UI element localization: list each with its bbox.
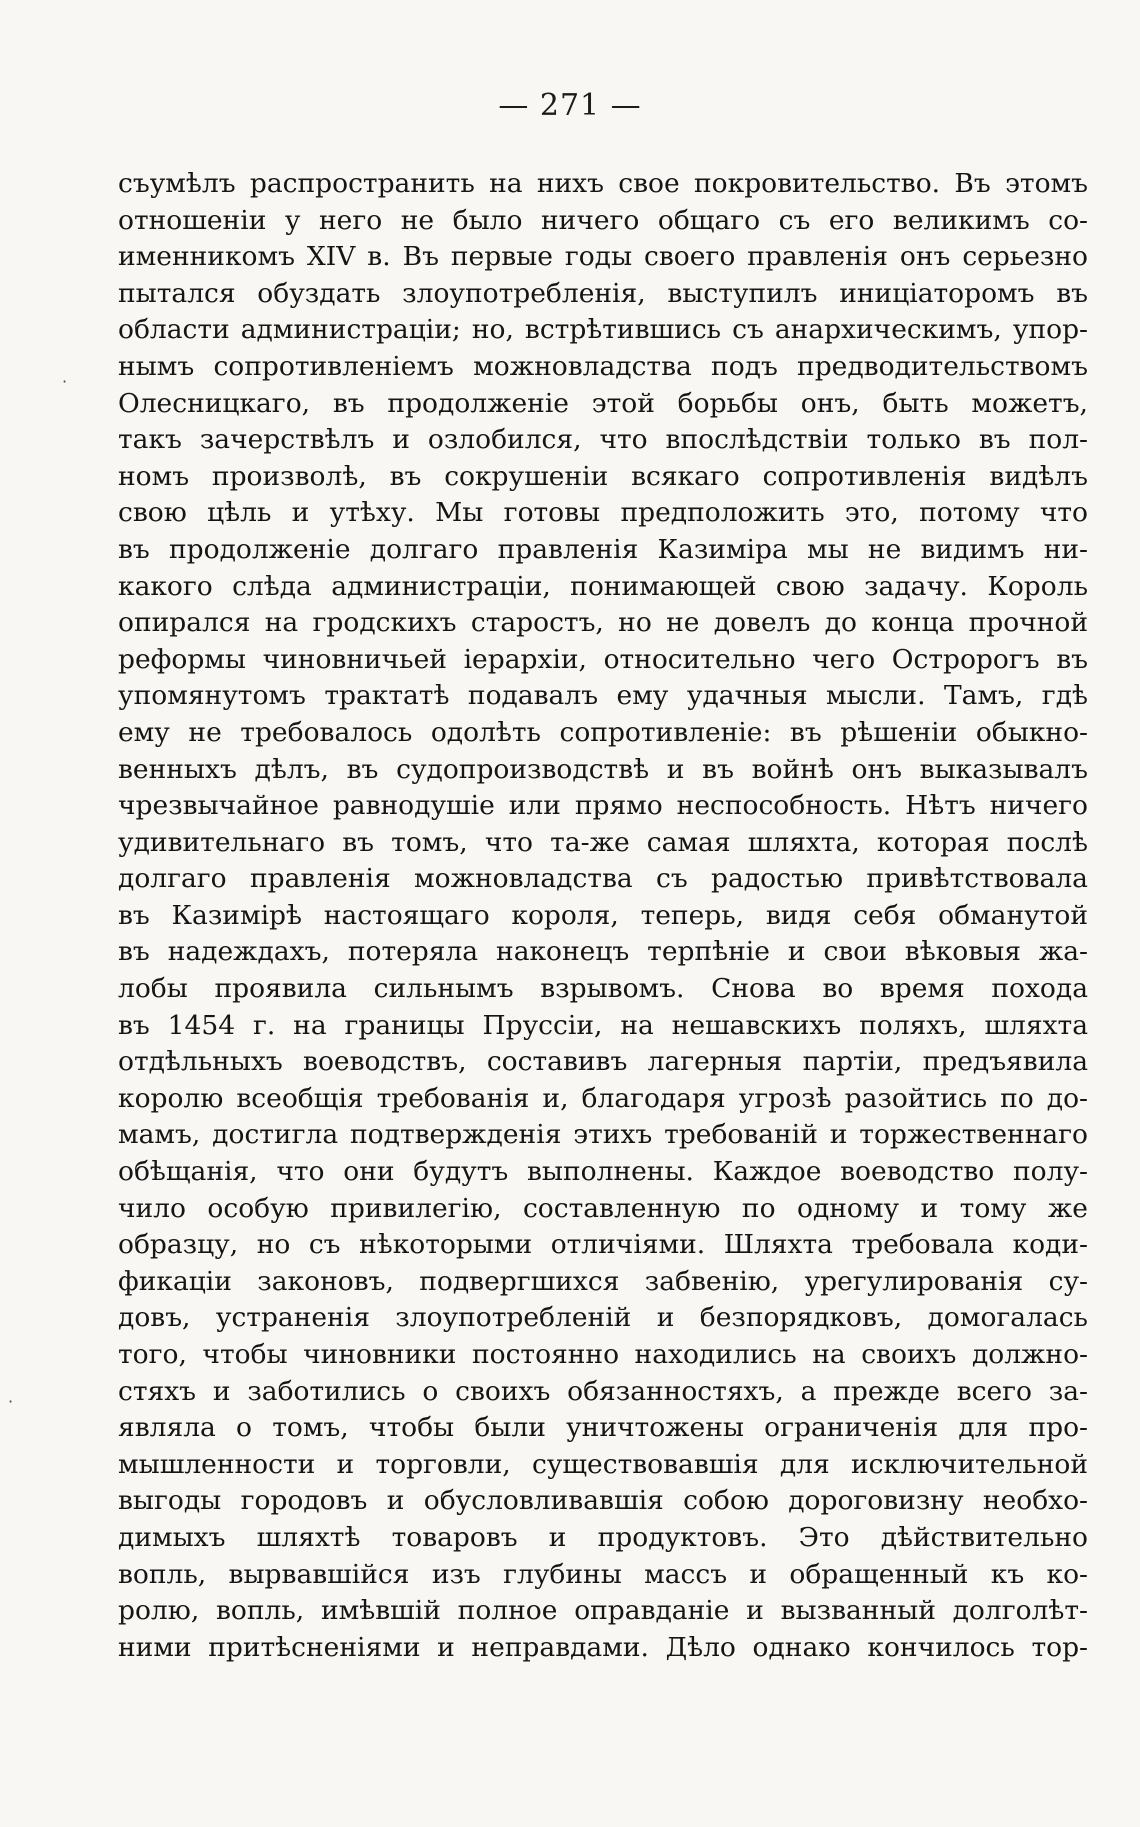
text-line-26: королю всеобщія требованія и, благодаря угрозѣ разойтись по до- (118, 1082, 1088, 1114)
text-line-8: такъ зачерствѣлъ и озлобился, что впослѣдствіи только въ пол- (118, 424, 1088, 456)
text-line-35: являла о томъ, чтобы были уничтожены ограниченія для про- (118, 1412, 1088, 1444)
text-line-5: области администраціи; но, встрѣтившись съ анархическимъ, упор- (118, 314, 1088, 346)
text-line-27: мамъ, достигла подтвержденія этихъ требованій и торжественнаго (118, 1119, 1088, 1151)
text-line-10: свою цѣль и утѣху. Мы готовы предположить это, потому что (118, 497, 1088, 529)
text-line-9: номъ произволѣ, въ сокрушеніи всякаго сопротивленія видѣлъ (118, 460, 1088, 492)
text-line-7: Олесницкаго, въ продолженіе этой борьбы онъ, быть можетъ, (118, 387, 1088, 419)
text-line-31: фикаціи законовъ, подвергшихся забвенію, урегулированія су- (118, 1265, 1088, 1297)
text-line-38: димыхъ шляхтѣ товаровъ и продуктовъ. Это дѣйствительно (118, 1521, 1088, 1553)
text-line-15: упомянутомъ трактатѣ подавалъ ему удачныя мысли. Тамъ, гдѣ (118, 680, 1088, 712)
text-line-22: въ надеждахъ, потеряла наконецъ терпѣніе и свои вѣковыя жа- (118, 936, 1088, 968)
scan-speck: · (62, 372, 68, 391)
body-text (118, 166, 1088, 1666)
text-line-14: реформы чиновничьей іерархіи, относительно чего Остророгъ въ (118, 643, 1088, 675)
text-line-17: венныхъ дѣлъ, въ судопроизводствѣ и въ войнѣ онъ выказывалъ (118, 753, 1088, 785)
text-line-28: обѣщанія, что они будутъ выполнены. Каждое воеводство полу- (118, 1156, 1088, 1188)
text-line-16: ему не требовалось одолѣть сопротивленіе: въ рѣшеніи обыкно- (118, 716, 1088, 748)
text-line-19: удивительнаго въ томъ, что та-же самая шляхта, которая послѣ (118, 826, 1088, 858)
text-line-40: ролю, вопль, имѣвшій полное оправданіе и вызванный долголѣт- (118, 1595, 1088, 1627)
text-line-21: въ Казимірѣ настоящаго короля, теперь, видя себя обманутой (118, 899, 1088, 931)
text-line-12: какого слѣда администраціи, понимающей свою задачу. Король (118, 570, 1088, 602)
text-line-41: ними притѣсненіями и неправдами. Дѣло однако кончилось тор- (118, 1631, 1088, 1663)
text-line-1: съумѣлъ распространить на нихъ свое покровительство. Въ этомъ (118, 168, 1088, 199)
text-line-4: пытался обуздать злоупотребленія, выступилъ иниціаторомъ въ (118, 277, 1088, 309)
text-line-20: долгаго правленія можновладства съ радостью привѣтствовала (118, 863, 1088, 895)
text-line-39: вопль, вырвавшійся изъ глубины массъ и обращенный къ ко- (118, 1558, 1088, 1590)
text-line-13: опирался на гродскихъ старостъ, но не довелъ до конца прочной (118, 607, 1088, 639)
text-line-36: мышленности и торговли, существовавшія для исключительной (118, 1448, 1088, 1480)
text-line-24: въ 1454 г. на границы Пруссіи, на нешавскихъ поляхъ, шляхта (118, 1009, 1088, 1041)
text-line-3: именникомъ XIV в. Въ первые годы своего правленія онъ серьезно (118, 241, 1088, 273)
text-line-33: того, чтобы чиновники постоянно находились на своихъ должно- (118, 1339, 1088, 1370)
text-line-34: стяхъ и заботились о своихъ обязанностяхъ, а прежде всего за- (118, 1375, 1088, 1407)
text-line-2: отношеніи у него не было ничего общаго съ его великимъ со- (118, 204, 1088, 236)
text-line-30: образцу, но съ нѣкоторыми отличіями. Шляхта требовала коди- (118, 1229, 1088, 1261)
text-line-32: довъ, устраненія злоупотребленій и безпорядковъ, домогалась (118, 1302, 1088, 1334)
text-line-37: выгоды городовъ и обусловливавшія собою дороговизну необхо- (118, 1485, 1088, 1517)
text-line-29: чило особую привилегію, составленную по одному и тому же (118, 1192, 1088, 1224)
scan-speck: · (8, 1392, 14, 1411)
text-line-11: въ продолженіе долгаго правленія Казиміра мы не видимъ ни- (118, 533, 1088, 565)
text-line-6: нымъ сопротивленіемъ можновладства подъ предводительствомъ (118, 350, 1088, 382)
text-line-23: лобы проявила сильнымъ взрывомъ. Снова во время похода (118, 973, 1088, 1005)
text-line-25: отдѣльныхъ воеводствъ, составивъ лагерныя партіи, предъявила (118, 1046, 1088, 1078)
text-line-18: чрезвычайное равнодушіе или прямо неспособность. Нѣтъ ничего (118, 790, 1088, 822)
page-number: — 271 — (498, 88, 642, 123)
